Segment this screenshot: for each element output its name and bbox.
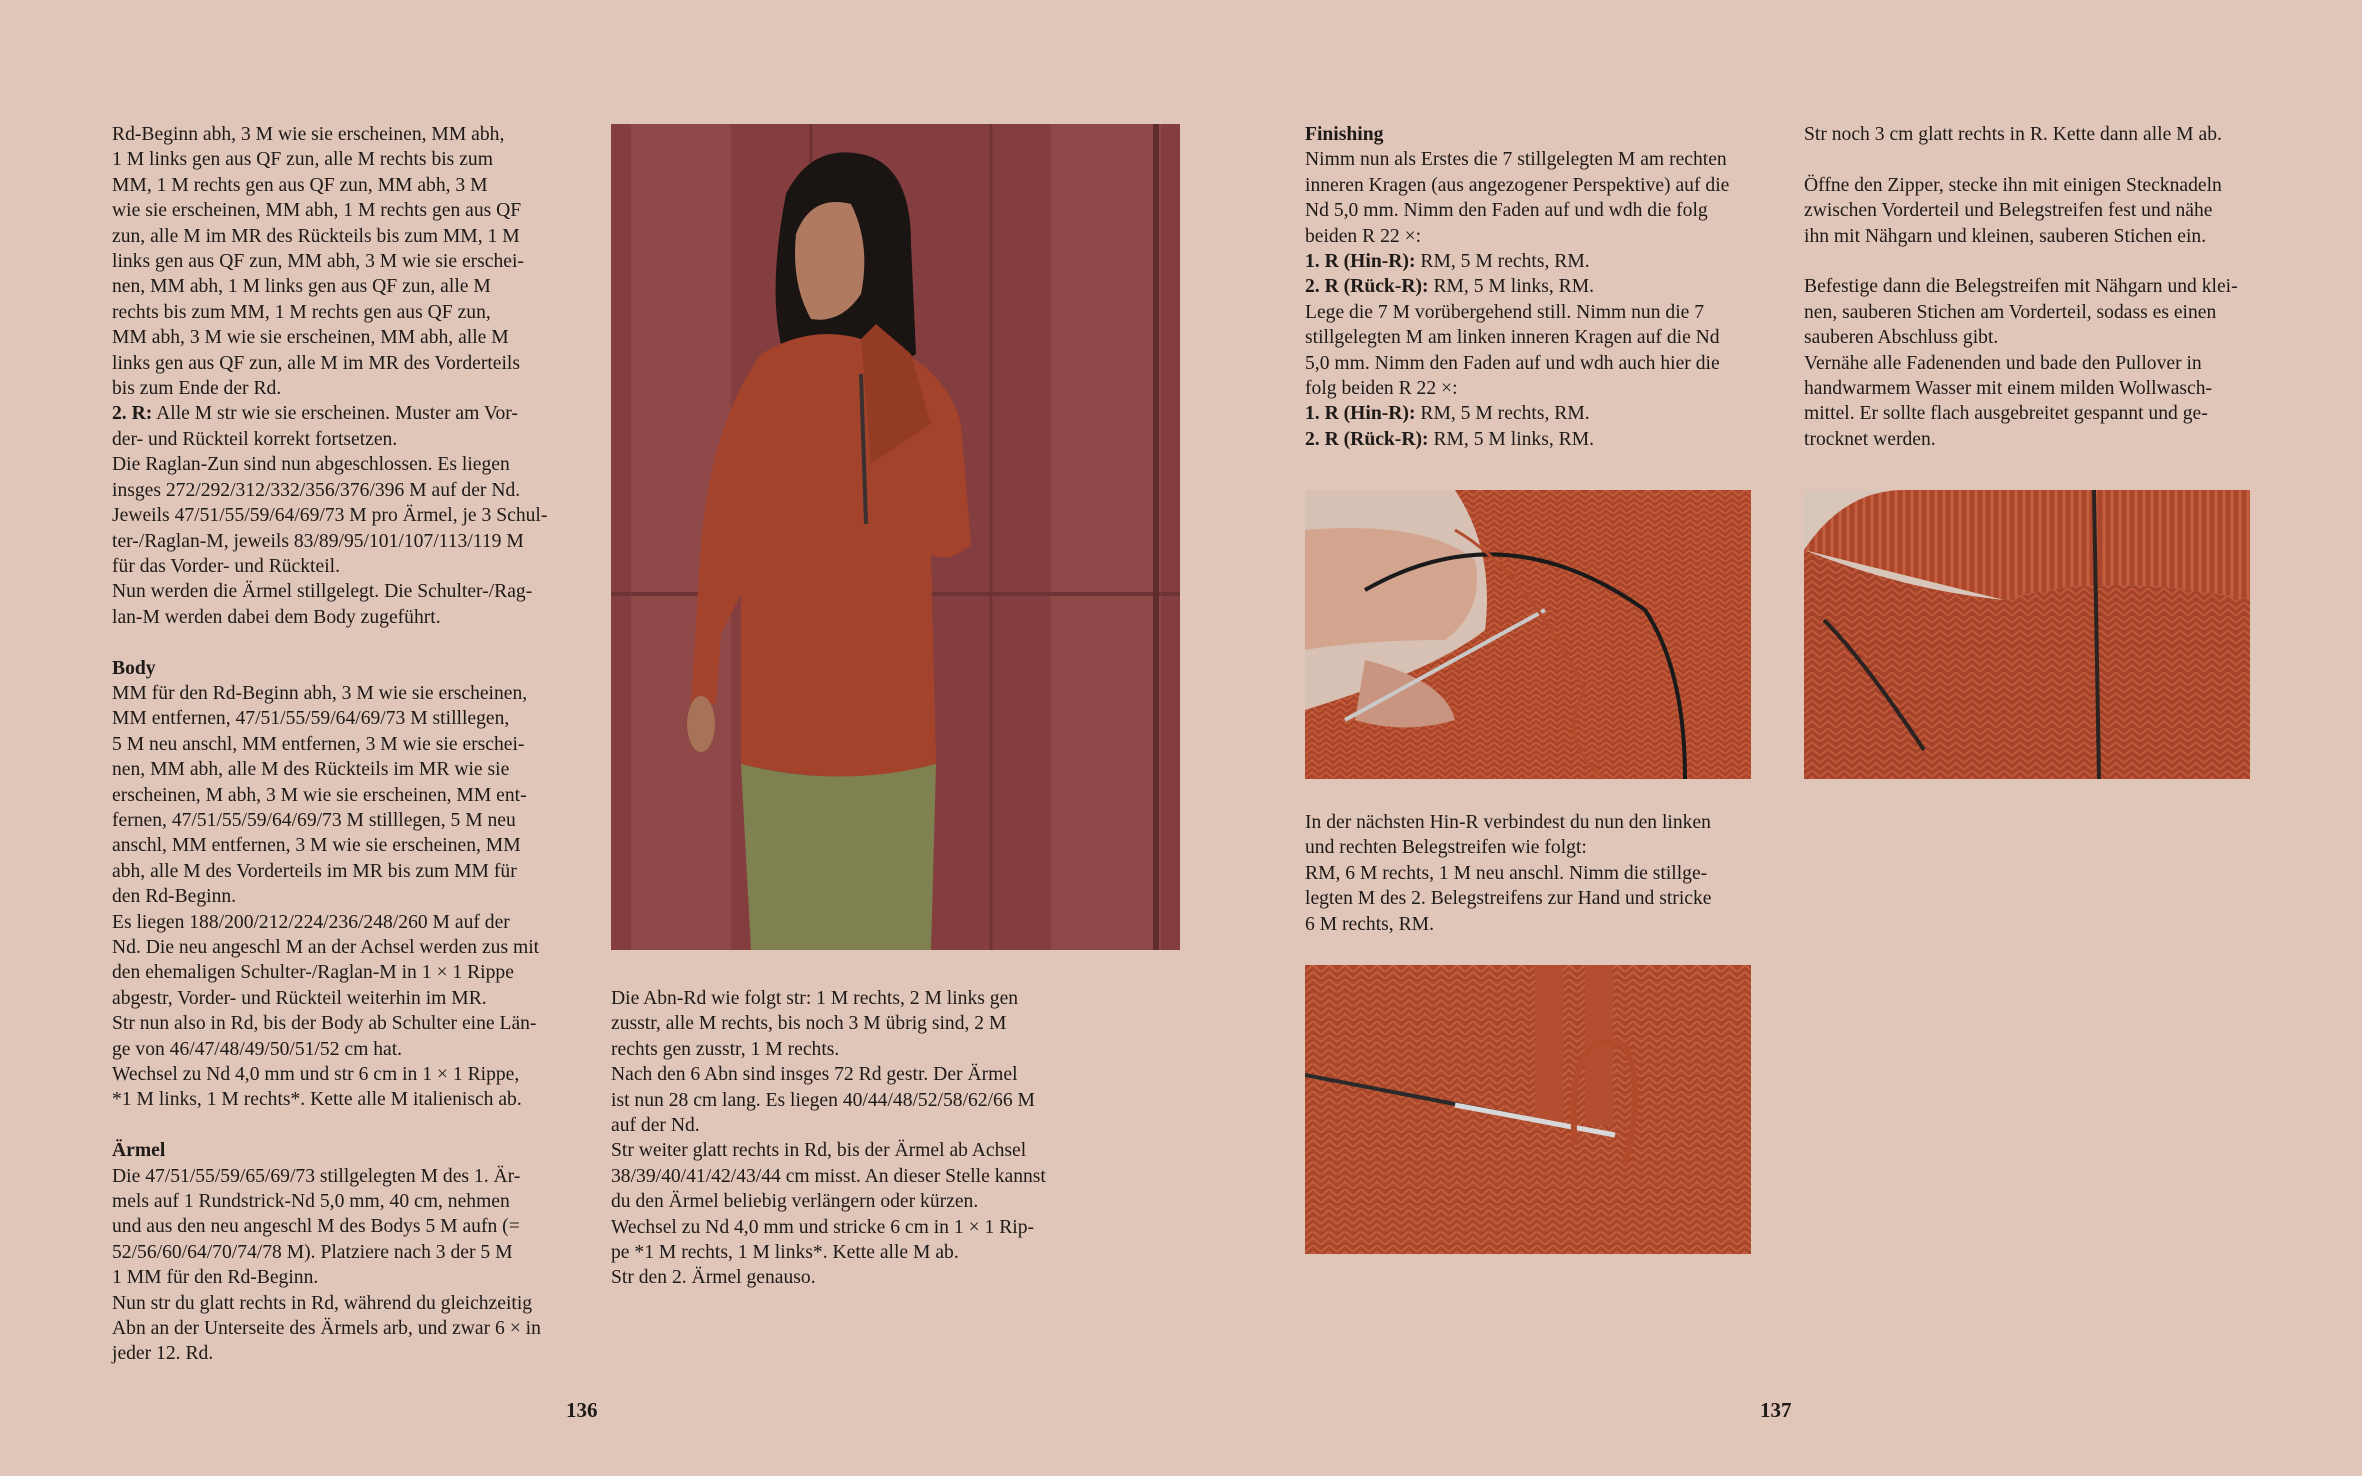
finishing-row-2: [1305, 274, 1755, 299]
round-2-text: Alle M str wie sie erscheinen. Muster am Vor- der- und Rückteil korrekt fortsetzen. Die Raglan-Zun sind nun abgeschlossen. Es liegen insges 272/292/312/332/356/376/396 M auf der Nd. Jeweils 47/51/55/59/64/69/73 M pro Ärmel, je 3 Schul- ter-/Raglan-M, jeweils 83/89/95/101/107/113/119 M für das Vorder- und Rückteil. Nun werden die Ärmel stillgelegt. Die Schulter-/Rag- lan-M werden dabei dem Body zugeführt.: [112, 403, 548, 628]
finishing-middle: Lege die 7 M vorübergehend still. Nimm nun die 7 stillgelegten M am linken inneren Kragen auf die Nd 5,0 mm. Nimm den Faden auf und wdh auch hier die folg beiden R 22 ×:: [1305, 301, 1720, 400]
row-1b-text: RM, 5 M rechts, RM.: [1415, 403, 1590, 425]
knitting-photo-needle: [1305, 490, 1751, 779]
finishing-row-1: [1305, 249, 1755, 274]
row-2b-text: RM, 5 M links, RM.: [1428, 428, 1595, 450]
row-1b-label: 1. R (Hin-R):: [1305, 403, 1416, 425]
round-2-label: 2. R:: [112, 403, 153, 425]
join-facing-instructions: In der nächsten Hin-R verbindest du nun den linken und rechten Belegstreifen wie folgt: RM, 6 M rechts, 1 M neu anschl. Nimm die stillge- legten M des 2. Belegstreifens zur Hand und stricke 6 M rechts, RM.: [1305, 812, 1712, 935]
finishing-final-instructions: Befestige dann die Belegstreifen mit Nähgarn und klei- nen, sauberen Stichen am Vorderteil, sodass es einen sauberen Abschluss gibt. Vernähe alle Fadenenden und bade den Pullover in handwarmem Wasser mit einem milden Wollwasch- mittel. Er sollte flach ausgebreitet gespannt und ge- trocknet werden.: [1804, 276, 2238, 450]
row-2b-label: 2. R (Rück-R):: [1305, 428, 1429, 450]
zipper-instructions: Öffne den Zipper, stecke ihn mit einigen Stecknadeln zwischen Vorderteil und Belegstreifen fest und nähe ihn mit Nähgarn und kleinen, sauberen Stichen ein.: [1804, 174, 2222, 247]
row-1-text: RM, 5 M rechts, RM.: [1415, 251, 1590, 273]
round-2-instructions: [112, 401, 560, 630]
row-2-label: 2. R (Rück-R):: [1305, 276, 1429, 298]
sleeve-heading: Ärmel: [112, 1140, 166, 1162]
body-heading: Body: [112, 657, 156, 679]
right-column-1: [1305, 122, 1755, 452]
finishing-intro: Nimm nun als Erstes die 7 stillgelegten M am rechten inneren Kragen (aus angezogener Perspektive) auf die Nd 5,0 mm. Nimm den Faden auf und wdh die folg beiden R 22 ×:: [1305, 149, 1730, 247]
page-number-right: 137: [1760, 1398, 1792, 1422]
finishing-row-1b: [1305, 401, 1755, 426]
knitting-photo-join: [1305, 965, 1751, 1254]
raglan-instructions: Rd-Beginn abh, 3 M wie sie erscheinen, MM abh, 1 M links gen aus QF zun, alle M rechts bis zum MM, 1 M rechts gen aus QF zun, MM abh, 3 M wie sie erscheinen, MM abh, 1 M rechts gen aus QF zun, alle M im MR des Rückteils bis zum MM, 1 M links gen aus QF zun, MM abh, 3 M wie sie erschei- nen, MM abh, 1 M links gen aus QF zun, alle M rechts bis zum MM, 1 M rechts gen aus QF zun, MM abh, 3 M wie sie erscheinen, MM abh, alle M links gen aus QF zun, alle M im MR des Vorderteils bis zum Ende der Rd.: [112, 124, 524, 400]
left-column-2: [611, 986, 1071, 1291]
model-photo: [611, 124, 1180, 950]
sleeve-decrease-instructions: Die Abn-Rd wie folgt str: 1 M rechts, 2 M links gen zusstr, alle M rechts, bis noch 3 M übrig sind, 2 M rechts gen zusstr, 1 M rechts. Nach den 6 Abn sind insges 72 Rd gestr. Der Ärmel ist nun 28 cm lang. Es liegen 40/44/48/52/58/62/66 M auf der Nd. Str weiter glatt rechts in Rd, bis der Ärmel ab Achsel 38/39/40/41/42/43/44 cm misst. An dieser Stelle kannst du den Ärmel beliebig verlängern oder kürzen. Wechsel zu Nd 4,0 mm und stricke 6 cm in 1 × 1 Rip- pe *1 M rechts, 1 M links*. Kette alle M ab. Str den 2. Ärmel genauso.: [611, 988, 1046, 1289]
left-column-1: [112, 122, 560, 1367]
right-column-2: [1804, 122, 2254, 452]
finishing-heading: Finishing: [1305, 124, 1384, 145]
row-1-label: 1. R (Hin-R):: [1305, 251, 1416, 273]
sleeve-instructions: Die 47/51/55/59/65/69/73 stillgelegten M des 1. Är- mels auf 1 Rundstrick-Nd 5,0 mm, 40 cm, nehmen und aus den neu angeschl M des Bodys 5 M aufn (= 52/56/60/64/70/74/78 M). Platziere nach 3 der 5 M 1 MM für den Rd-Beginn. Nun str du glatt rechts in Rd, während du gleichzeitig Abn an der Unterseite des Ärmels arb, und zwar 6 × in jeder 12. Rd.: [112, 1165, 541, 1365]
right-column-1-lower: [1305, 810, 1755, 937]
row-2-text: RM, 5 M links, RM.: [1428, 276, 1595, 298]
zipper-detail-photo: [1804, 490, 2250, 779]
body-instructions: MM für den Rd-Beginn abh, 3 M wie sie erscheinen, MM entfernen, 47/51/55/59/64/69/73 M stilllegen, 5 M neu anschl, MM entfernen, 3 M wie sie erschei- nen, MM abh, alle M des Rückteils im MR wie sie erscheinen, M abh, 3 M wie sie erscheinen, MM ent- fernen, 47/51/55/59/64/69/73 M stilllegen, 5 M neu anschl, MM entfernen, 3 M wie sie erscheinen, MM abh, alle M des Vorderteils im MR bis zum MM für den Rd-Beginn. Es liegen 188/200/212/224/236/248/260 M auf der Nd. Die neu angeschl M an der Achsel werden zus mit den ehemaligen Schulter-/Raglan-M in 1 × 1 Rippe abgestr, Vorder- und Rückteil weiterhin im MR. Str nun also in Rd, bis der Body ab Schulter eine Län- ge von 46/47/48/49/50/51/52 cm hat. Wechsel zu Nd 4,0 mm und str 6 cm in 1 × 1 Rippe, *1 M links, 1 M rechts*. Kette alle M italienisch ab.: [112, 682, 540, 1111]
final-rows-text: Str noch 3 cm glatt rechts in R. Kette dann alle M ab.: [1804, 124, 2222, 145]
page-number-left: 136: [566, 1398, 598, 1422]
finishing-row-2b: [1305, 427, 1755, 452]
